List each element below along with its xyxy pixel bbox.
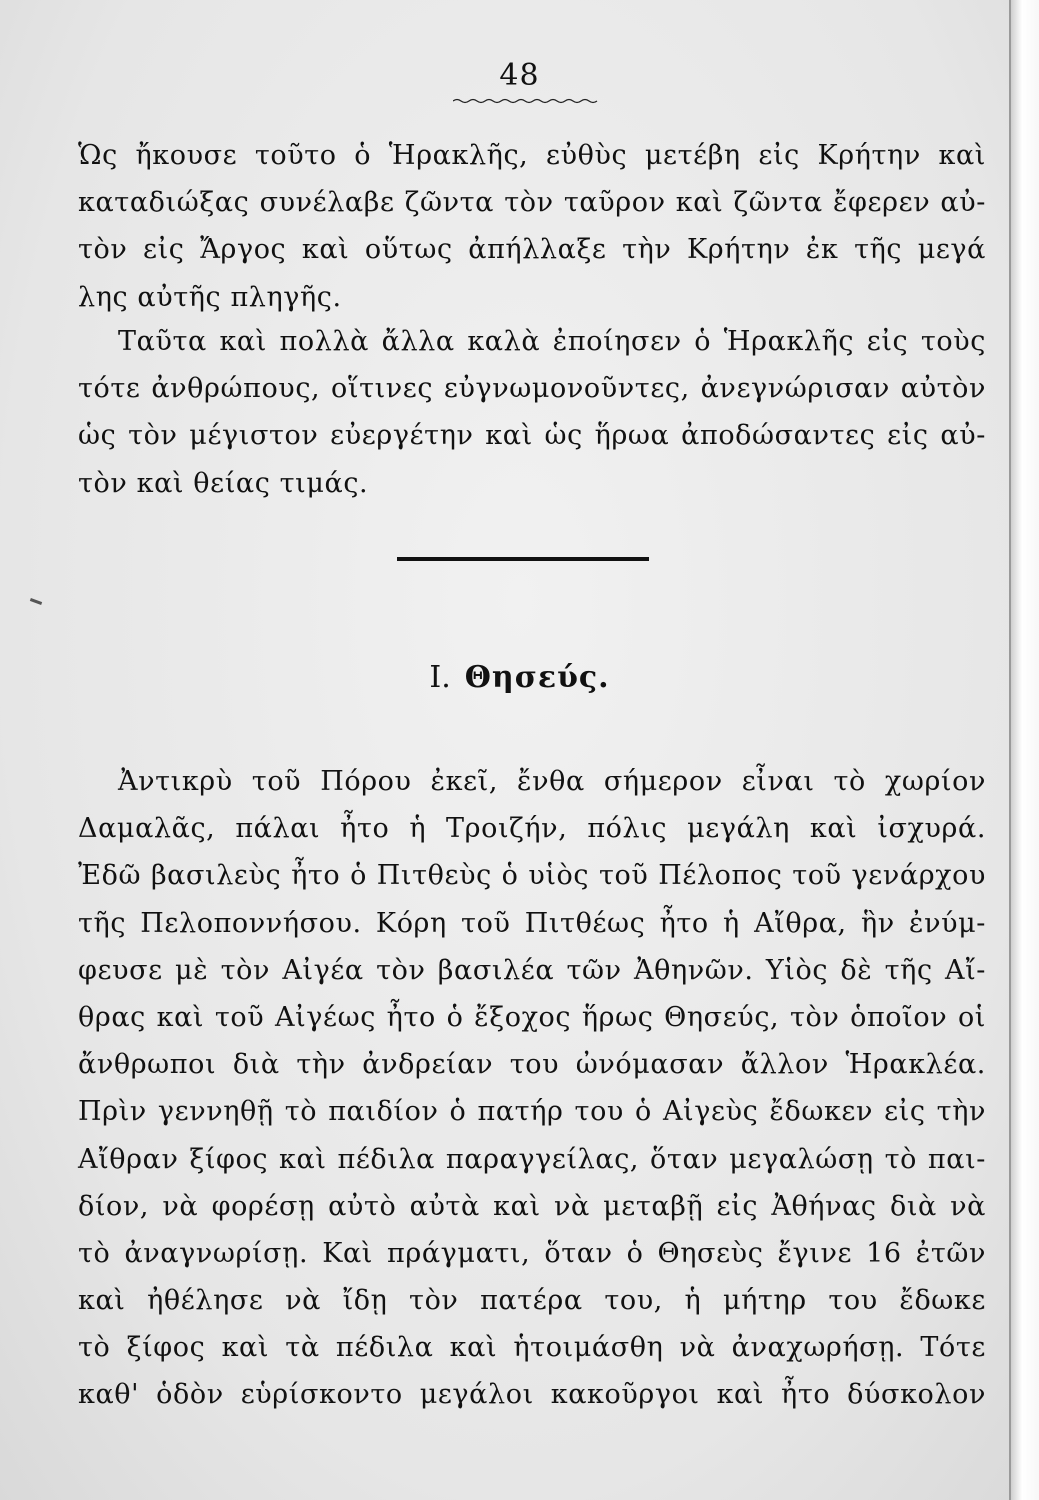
text-line: δίον, νὰ φορέσῃ αὐτὸ αὐτὰ καὶ νὰ μεταβῇ εἰς Ἀθήνας διὰ νὰ	[78, 1190, 986, 1222]
text-line: τῆς Πελοποννήσου. Κόρη τοῦ Πιτθέως ἦτο ἡ Αἴθρα, ἣν ἐνύμ-	[78, 907, 986, 939]
text-line: καθ' ὁδὸν εὑρίσκοντο μεγάλοι κακοῦργοι καὶ ἦτο δύσκολον	[78, 1379, 986, 1411]
text-line: καταδιώξας συνέλαβε ζῶντα τὸν ταῦρον καὶ ζῶντα ἔφερεν αὐ-	[78, 187, 986, 219]
paragraph-heracles-crete	[78, 132, 986, 321]
section-number: Ι.	[429, 660, 451, 695]
text-line: Ἐδῶ βασιλεὺς ἦτο ὁ Πιτθεὺς ὁ υἱὸς τοῦ Πέλοπος τοῦ γενάρχου	[78, 860, 986, 892]
section-title: Θησεύς.	[464, 660, 610, 695]
paragraph-heracles-honors	[78, 318, 986, 507]
text-line: Πρὶν γεννηθῇ τὸ παιδίον ὁ πατήρ του ὁ Αἰγεὺς ἔδωκεν εἰς τὴν	[78, 1096, 986, 1128]
page-mark	[30, 598, 42, 605]
text-line: Δαμαλᾶς, πάλαι ἦτο ἡ Τροιζήν, πόλις μεγάλη καὶ ἰσχυρά.	[78, 813, 986, 845]
text-line: ὡς τὸν μέγιστον εὐεργέτην καὶ ὡς ἥρωα ἀποδώσαντες εἰς αὐ-	[78, 420, 986, 452]
text-line: Αἴθραν ξίφος καὶ πέδιλα παραγγείλας, ὅταν μεγαλώσῃ τὸ παι-	[78, 1143, 986, 1175]
text-line: Ἀντικρὺ τοῦ Πόρου ἐκεῖ, ἔνθα σήμερον εἶναι τὸ χωρίον	[118, 766, 986, 797]
text-line: τὸν εἰς Ἄργος καὶ οὕτως ἀπήλλαξε τὴν Κρήτην ἐκ τῆς μεγά	[78, 234, 986, 266]
text-line: θρας καὶ τοῦ Αἰγέως ἦτο ὁ ἔξοχος ἥρως Θησεύς, τὸν ὁποῖον οἱ	[78, 1001, 986, 1033]
text-line: λης αὐτῆς πληγῆς.	[78, 281, 342, 313]
text-line: τότε ἀνθρώπους, οἵτινες εὐγνωμονοῦντες, ἀνεγνώρισαν αὐτὸν	[78, 373, 986, 405]
header-wavy-rule	[453, 98, 599, 104]
text-line: φευσε μὲ τὸν Αἰγέα τὸν βασιλέα τῶν Ἀθηνῶν. Υἱὸς δὲ τῆς Αἴ-	[78, 954, 986, 986]
text-line: τὸν καὶ θείας τιμάς.	[78, 467, 369, 499]
text-line: Ὡς ἤκουσε τοῦτο ὁ Ἡρακλῆς, εὐθὺς μετέβη εἰς Κρήτην καὶ	[78, 140, 986, 171]
text-line: ἄνθρωποι διὰ τὴν ἀνδρείαν του ὠνόμασαν ἄλλον Ἡρακλέα.	[78, 1049, 986, 1081]
section-heading	[0, 660, 1039, 695]
section-divider	[397, 557, 649, 561]
text-line: τὸ ξίφος καὶ τὰ πέδιλα καὶ ἡτοιμάσθη νὰ ἀναχωρήσῃ. Τότε	[78, 1332, 986, 1364]
text-line: καὶ ἠθέλησε νὰ ἴδῃ τὸν πατέρα του, ἡ μήτηρ του ἔδωκε	[78, 1285, 986, 1317]
text-line: Ταῦτα καὶ πολλὰ ἄλλα καλὰ ἐποίησεν ὁ Ἡρακλῆς εἰς τοὺς	[118, 326, 986, 357]
text-line: τὸ ἀναγνωρίσῃ. Καὶ πράγματι, ὅταν ὁ Θησεὺς ἔγινε 16 ἐτῶν	[78, 1237, 986, 1269]
page-number: 48	[499, 58, 540, 93]
page-edge	[1009, 0, 1039, 1500]
paragraph-theseus	[78, 758, 986, 1419]
